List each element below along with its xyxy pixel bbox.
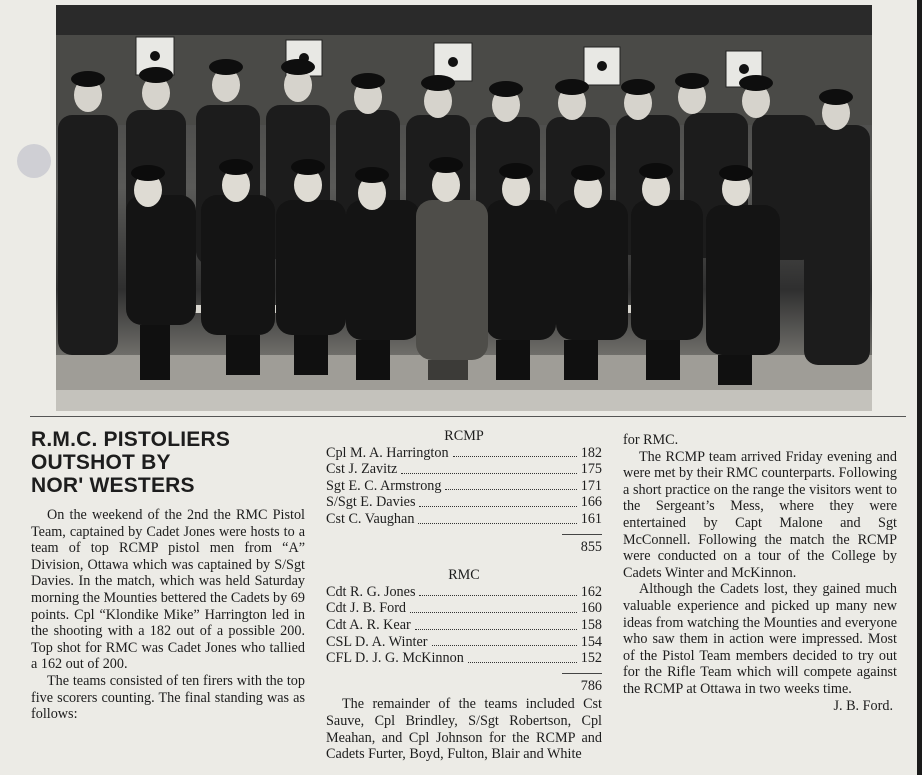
shooter-name: Cpl M. A. Harrington [326, 444, 449, 461]
article-headline [31, 428, 305, 497]
article-paragraph: The teams consisted of ten firers with the top five scorers counting. The final standing was as follows: [31, 672, 305, 723]
article-paragraph: Although the Cadets lost, they gained much valuable experience and picked up many new ideas from watching the Mounties and everyone who saw them in action were impressed. Most of the Pistol Team members decided to try out for the Rifle Team which will compete against the RCMP at Ottawa in two weeks time. [623, 581, 897, 697]
article-paragraph: The RCMP team arrived Friday evening and were met by their RMC counterparts. Following a short practice on the range the visitors went to the Sergeant’s Mess, where they were entertained by Capt Malone and Sgt McConnell. Following the match the RCMP were conducted on a tour of the College by Cadets Winter and McKinnon. [623, 448, 897, 581]
shooter-score: 160 [580, 600, 602, 617]
total-divider [562, 534, 602, 535]
team-photo-icon [56, 5, 872, 411]
total-divider [562, 673, 602, 674]
article-column-1 [31, 428, 305, 723]
shooter-name: Cst J. Zavitz [326, 461, 398, 478]
shooter-name: CFL D. J. G. McKinnon [326, 650, 464, 667]
score-row [326, 634, 602, 651]
rcmp-total: 855 [580, 538, 602, 555]
section-divider [30, 416, 906, 417]
shooter-score: 161 [580, 510, 602, 527]
shooter-score: 152 [580, 650, 602, 667]
shooter-name: Sgt E. C. Armstrong [326, 477, 442, 494]
article-paragraph: On the weekend of the 2nd the RMC Pistol Team, captained by Cadet Jones were hosts to a team of top RCMP pistol men from “A” Division, Ottawa which was captained by S/Sgt Davies. In the match, which was held Saturday morning the Mounties bettered the Cadets by 69 points. Cpl “Klondike Mike” Harrington led in the shooting with a 182 out of a possible 200. Top shot for RMC was Cadet Jones who tallied a 162 out of 200. [31, 507, 305, 673]
shooter-score: 171 [580, 477, 602, 494]
score-row [326, 584, 602, 601]
shooter-score: 175 [580, 461, 602, 478]
rmc-score-table [326, 584, 602, 667]
rmc-total: 786 [580, 677, 602, 694]
author-signature: J. B. Ford. [833, 697, 893, 714]
leader-dots [418, 523, 576, 524]
score-row [326, 600, 602, 617]
leader-dots [415, 629, 577, 630]
article-paragraph: The remainder of the teams included Cst Sauve, Cpl Brindley, S/Sgt Robertson, Cpl Meahan, and Cpl Johnson for the RCMP and Cadets Furter, Boyd, Fulton, Blair and White [326, 696, 602, 763]
score-row [326, 650, 602, 667]
team-photo [56, 5, 872, 411]
page-edge [917, 0, 922, 775]
score-row [326, 478, 602, 495]
shooter-name: S/Sgt E. Davies [326, 494, 416, 511]
leader-dots [419, 506, 576, 507]
leader-dots [453, 456, 577, 457]
rmc-heading: RMC [448, 567, 480, 584]
score-row [326, 445, 602, 462]
headline-line: OUTSHOT BY [31, 451, 171, 474]
article-continuation: for RMC. [623, 432, 679, 448]
shooter-score: 154 [580, 633, 602, 650]
shooter-name: Cdt R. G. Jones [326, 583, 416, 600]
shooter-score: 158 [580, 616, 602, 633]
score-row [326, 494, 602, 511]
shooter-name: Cst C. Vaughan [326, 510, 415, 527]
leader-dots [432, 645, 577, 646]
shooter-score: 162 [580, 583, 602, 600]
leader-dots [410, 612, 577, 613]
score-row [326, 617, 602, 634]
rcmp-score-table [326, 445, 602, 528]
leader-dots [468, 662, 577, 663]
article-column-3 [623, 432, 897, 714]
shooter-name: Cdt A. R. Kear [326, 616, 411, 633]
shooter-score: 166 [580, 494, 602, 511]
rcmp-heading: RCMP [444, 428, 484, 444]
leader-dots [445, 489, 576, 490]
headline-line: R.M.C. PISTOLIERS [31, 428, 231, 451]
shooter-name: CSL D. A. Winter [326, 633, 428, 650]
score-row [326, 461, 602, 478]
shooter-score: 182 [580, 444, 602, 461]
headline-line: NOR' WESTERS [31, 474, 195, 497]
leader-dots [401, 473, 576, 474]
article-column-2 [326, 428, 602, 763]
score-row [326, 511, 602, 528]
leader-dots [419, 595, 576, 596]
hole-punch [17, 144, 51, 178]
shooter-name: Cdt J. B. Ford [326, 600, 407, 617]
